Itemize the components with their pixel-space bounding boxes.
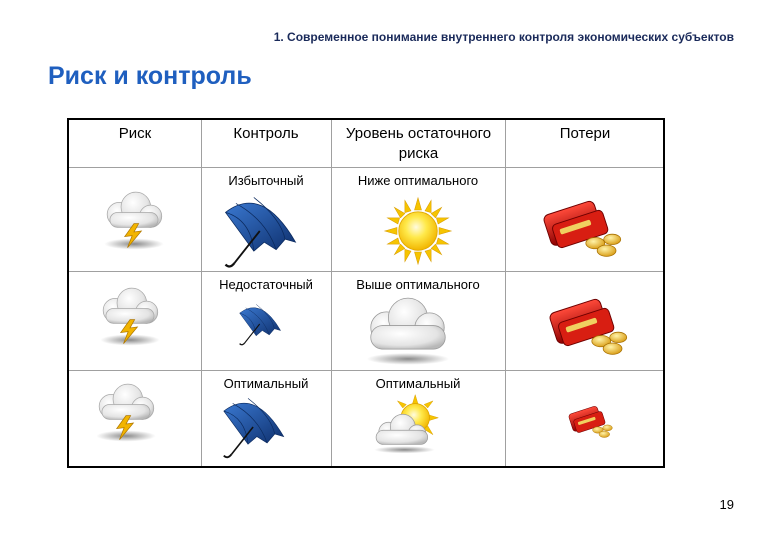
storm-cloud-icon — [89, 378, 163, 444]
residual-label-above: Выше оптимального — [356, 277, 480, 292]
slide-subtitle: 1. Современное понимание внутреннего контроля экономических субъектов — [273, 30, 734, 44]
row-divider — [69, 271, 663, 272]
header-residual-risk: Уровень остаточного риска — [345, 125, 492, 162]
row-divider — [69, 167, 663, 168]
cloud-icon — [359, 292, 457, 366]
control-label-optimal: Оптимальный — [223, 376, 309, 391]
umbrella-icon — [209, 190, 315, 272]
residual-label-optimal: Оптимальный — [375, 376, 461, 391]
storm-cloud-icon — [97, 186, 171, 252]
wallet-coins-icon — [567, 402, 615, 442]
wallet-coins-icon — [539, 196, 627, 262]
col-divider — [505, 120, 506, 466]
control-label-excessive: Избыточный — [228, 173, 304, 188]
header-control: Контроль — [233, 125, 299, 142]
umbrella-icon — [233, 300, 289, 348]
wallet-coins-icon — [545, 294, 633, 360]
sun-behind-cloud-icon — [369, 392, 449, 456]
control-label-insufficient: Недостаточный — [219, 277, 313, 292]
header-risk: Риск — [118, 125, 152, 142]
risk-control-table — [67, 118, 665, 468]
sun-icon — [383, 196, 453, 266]
col-divider — [331, 120, 332, 466]
storm-cloud-icon — [93, 282, 167, 348]
umbrella-icon — [211, 392, 299, 462]
slide-title: Риск и контроль — [48, 62, 252, 90]
residual-label-below: Ниже оптимального — [357, 173, 479, 188]
page-number: 19 — [719, 497, 734, 512]
row-divider — [69, 370, 663, 371]
col-divider — [201, 120, 202, 466]
header-losses: Потери — [559, 125, 611, 142]
